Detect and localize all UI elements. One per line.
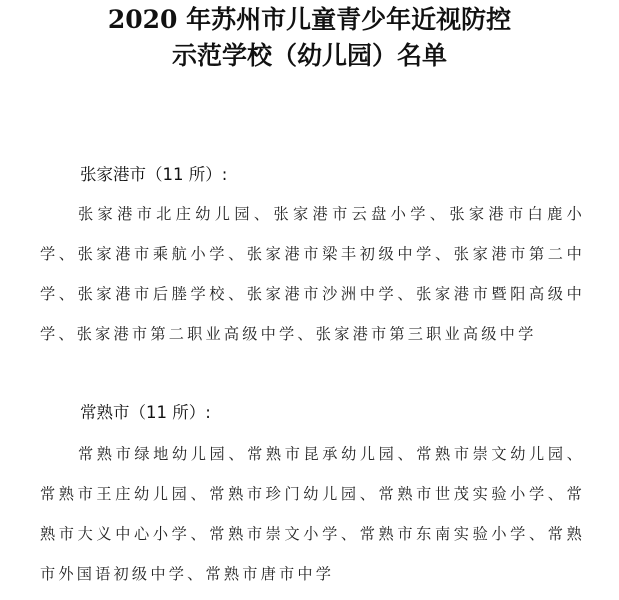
section-body-zhangjiagang: 张家港市北庄幼儿园、张家港市云盘小学、张家港市白鹿小学、张家港市乘航小学、张家港市梁丰初级中学、张家港市第二中学、张家港市后塍学校、张家港市沙洲中学、张家港市暨阳高级中学、张家港市第二职业高级中学、张家港市第三职业高级中学: [40, 205, 585, 343]
section-heading-changshu: 常熟市（11 所）:: [80, 403, 211, 422]
section-body-changshu: 常熟市绿地幼儿园、常熟市昆承幼儿园、常熟市崇文幼儿园、常熟市王庄幼儿园、常熟市珍门幼儿园、常熟市世茂实验小学、常熟市大义中心小学、常熟市崇文小学、常熟市东南实验小学、常熟市外国语初级中学、常熟市唐市中学: [40, 445, 585, 583]
section-heading-zhangjiagang: 张家港市（11 所）:: [80, 165, 228, 184]
document-title-line-1: 2020 年苏州市儿童青少年近视防控: [107, 5, 512, 34]
document-title-line-2: 示范学校（幼儿园）名单: [171, 41, 447, 70]
